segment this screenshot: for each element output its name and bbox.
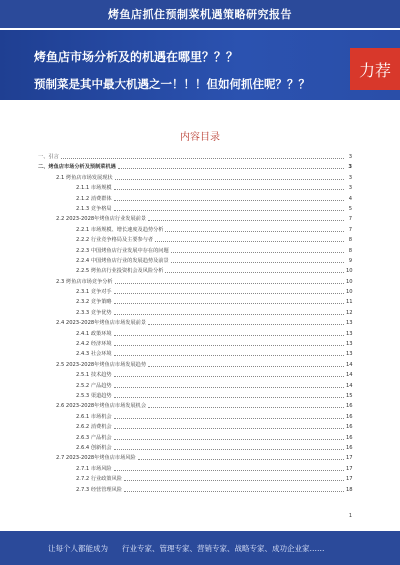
- toc-entry[interactable]: [38, 308, 352, 318]
- toc-entry-title: 一、引言: [38, 154, 59, 160]
- page-number: 1: [348, 513, 352, 519]
- toc-entry-title: 2.2.5 烤鱼店行业投资机会及风险分析: [76, 268, 164, 275]
- toc-leader-dots: [61, 152, 344, 159]
- toc-entry-page: 14: [346, 361, 353, 368]
- toc-entry-page: 11: [346, 299, 353, 306]
- toc-leader-dots: [171, 246, 344, 253]
- toc-leader-dots: [114, 308, 344, 315]
- toc-entry-page: 16: [346, 434, 353, 441]
- toc-entry-title: 2.5.3 渠道趋势: [76, 392, 112, 399]
- toc-entry-page: 10: [346, 278, 353, 285]
- toc-entry-title: 2.3.2 竞争策略: [76, 299, 112, 306]
- toc-leader-dots: [118, 162, 344, 169]
- toc-entry-page: 17: [346, 476, 353, 483]
- toc-entry-title: 2.4.1 政策环境: [76, 330, 112, 337]
- toc-entry[interactable]: [38, 256, 352, 266]
- toc-entry[interactable]: [38, 360, 352, 370]
- toc-entry-page: 8: [348, 237, 352, 244]
- toc-entry[interactable]: [38, 391, 352, 401]
- toc-entry-page: 16: [346, 444, 353, 451]
- toc-entry-title: 2.1.3 竞争格局: [76, 205, 112, 212]
- toc-entry-page: 14: [346, 382, 353, 389]
- toc-leader-dots: [114, 339, 344, 346]
- toc-entry-title: 2.2.3 中国烤鱼店行业发展中存在的问题: [76, 247, 169, 254]
- toc-entry-title: 2.5.2 产品趋势: [76, 382, 112, 389]
- toc-leader-dots: [138, 453, 344, 460]
- toc-entry[interactable]: [38, 183, 352, 193]
- toc-entry-page: 13: [346, 330, 353, 337]
- toc-leader-dots: [114, 287, 344, 294]
- toc-entry[interactable]: [38, 464, 352, 474]
- toc-entry-title: 2.2.4 中国烤鱼店行业的发展趋势及前景: [76, 257, 169, 264]
- toc-entry-title: 2.2 2023-2028年烤鱼店行业发展前景: [56, 216, 147, 223]
- toc-entry[interactable]: [38, 349, 352, 359]
- toc-entry-title: 2.6.4 创新机会: [76, 444, 112, 451]
- toc-entry[interactable]: [38, 287, 352, 297]
- toc-leader-dots: [124, 474, 344, 481]
- banner-headline: 烤鱼店市场分析及的机遇在哪里？？？: [34, 50, 239, 64]
- report-title: 烤鱼店抓住预制菜机遇策略研究报告: [108, 8, 292, 21]
- toc-leader-dots: [148, 214, 344, 221]
- toc-entry-title: 2.5 2023-2028年烤鱼店市场发展趋势: [56, 361, 147, 368]
- toc-entry[interactable]: [38, 474, 352, 484]
- toc-entry-page: 10: [346, 268, 353, 275]
- toc-entry-page: 13: [346, 320, 353, 327]
- toc-entry-title: 2.2.2 行业竞争格局及主要参与者: [76, 237, 154, 244]
- toc-entry-title: 2.7 2023-2028年烤鱼店市场风险: [56, 455, 136, 462]
- toc-leader-dots: [115, 277, 344, 284]
- toc-entry[interactable]: [38, 412, 352, 422]
- toc-entry-page: 13: [346, 341, 353, 348]
- toc-entry-title: 2.6 2023-2028年烤鱼店市场发展机会: [56, 403, 147, 410]
- toc-leader-dots: [114, 422, 344, 429]
- toc-entry[interactable]: [38, 485, 352, 495]
- toc-entry[interactable]: [38, 401, 352, 411]
- toc-entry[interactable]: [38, 277, 352, 287]
- toc-leader-dots: [114, 297, 344, 304]
- toc-leader-dots: [114, 412, 344, 419]
- toc-entry[interactable]: [38, 297, 352, 307]
- toc-entry[interactable]: [38, 235, 352, 245]
- seal-text: 力荐: [358, 60, 391, 80]
- toc-leader-dots: [148, 318, 344, 325]
- toc-entry[interactable]: [38, 152, 352, 162]
- toc-entry-page: 18: [346, 486, 353, 493]
- toc-entry-page: 8: [348, 247, 352, 254]
- toc-entry[interactable]: [38, 443, 352, 453]
- toc-entry-page: 14: [346, 372, 353, 379]
- toc-leader-dots: [114, 349, 344, 356]
- toc-entry-title: 2.7.3 经营管理风险: [76, 486, 122, 493]
- footer-slogan-left: 让每个人都能成为: [48, 543, 108, 553]
- toc-entry-page: 4: [348, 195, 352, 202]
- toc-entry-page: 13: [346, 351, 353, 358]
- toc-entry-title: 2.1 烤鱼店市场发展现状: [56, 174, 113, 181]
- footer-slogan-right: 行业专家、管理专家、营销专家、战略专家、成功企业家……: [122, 543, 325, 553]
- toc-entry-title: 2.3.3 竞争优势: [76, 309, 112, 316]
- toc-entry-title: 2.2.1 市场规模、增长速度及趋势分析: [76, 226, 164, 233]
- toc-entry-page: 5: [348, 205, 352, 212]
- toc-entry[interactable]: [38, 162, 352, 172]
- banner-subheadline: 预制菜是其中最大机遇之一！！！但如何抓住呢？？？: [34, 77, 310, 91]
- toc-entry[interactable]: [38, 173, 352, 183]
- toc-leader-dots: [114, 464, 344, 471]
- toc-entry[interactable]: [38, 433, 352, 443]
- toc-entry-title: 2.6.1 市场机会: [76, 413, 112, 420]
- table-of-contents: [38, 152, 352, 495]
- toc-leader-dots: [114, 391, 344, 398]
- toc-entry[interactable]: [38, 339, 352, 349]
- toc-entry-title: 2.3.1 竞争对手: [76, 289, 112, 296]
- toc-entry[interactable]: [38, 246, 352, 256]
- toc-leader-dots: [114, 443, 344, 450]
- toc-entry-page: 10: [346, 289, 353, 296]
- toc-leader-dots: [115, 173, 344, 180]
- toc-entry-title: 2.5.1 技术趋势: [76, 372, 112, 379]
- toc-leader-dots: [114, 381, 344, 388]
- toc-entry-title: 2.4.3 社会环境: [76, 351, 112, 358]
- toc-entry-page: 16: [346, 413, 353, 420]
- toc-entry-page: 16: [346, 403, 353, 410]
- toc-leader-dots: [165, 225, 344, 232]
- toc-leader-dots: [114, 370, 344, 377]
- toc-leader-dots: [114, 433, 344, 440]
- toc-entry-title: 二、烤鱼店市场分析及预制菜机遇: [38, 164, 116, 171]
- toc-entry-page: 12: [346, 309, 353, 316]
- toc-leader-dots: [114, 183, 344, 190]
- toc-entry-title: 2.7.2 行业政策风险: [76, 476, 122, 483]
- toc-entry-title: 2.1.1 市场规模: [76, 185, 112, 192]
- toc-entry-page: 17: [346, 455, 353, 462]
- banner: [0, 30, 400, 100]
- toc-leader-dots: [124, 485, 344, 492]
- toc-entry[interactable]: [38, 266, 352, 276]
- toc-entry-page: 3: [348, 154, 352, 160]
- toc-leader-dots: [171, 256, 344, 263]
- toc-entry[interactable]: [38, 422, 352, 432]
- toc-entry-title: 2.6.3 产品机会: [76, 434, 112, 441]
- toc-entry-page: 9: [348, 257, 352, 264]
- toc-entry[interactable]: [38, 225, 352, 235]
- toc-entry-title: 2.6.2 消费机会: [76, 424, 112, 431]
- toc-entry-page: 7: [348, 226, 352, 233]
- toc-entry[interactable]: [38, 318, 352, 328]
- toc-leader-dots: [148, 360, 344, 367]
- toc-entry[interactable]: [38, 194, 352, 204]
- toc-entry-title: 2.1.2 消费群体: [76, 195, 112, 202]
- toc-entry-page: 17: [346, 465, 353, 472]
- toc-entry-page: 16: [346, 424, 353, 431]
- toc-leader-dots: [165, 266, 344, 273]
- toc-leader-dots: [114, 329, 344, 336]
- toc-leader-dots: [114, 194, 344, 201]
- toc-entry-title: 2.4 2023-2028年烤鱼店市场发展前景: [56, 320, 147, 327]
- toc-entry[interactable]: [38, 329, 352, 339]
- toc-title: 内容目录: [180, 132, 220, 143]
- toc-entry[interactable]: [38, 204, 352, 214]
- toc-entry-title: 2.3 烤鱼店市场竞争分析: [56, 278, 113, 285]
- toc-entry[interactable]: [38, 370, 352, 380]
- toc-entry-page: 7: [348, 216, 352, 223]
- recommend-seal: [350, 48, 400, 90]
- toc-entry[interactable]: [38, 453, 352, 463]
- toc-entry-title: 2.4.2 经济环境: [76, 341, 112, 348]
- toc-entry-page: 3: [348, 185, 352, 192]
- footer-bar: [0, 531, 400, 565]
- toc-entry-title: 2.7.1 市场风险: [76, 465, 112, 472]
- toc-entry[interactable]: [38, 214, 352, 224]
- toc-entry[interactable]: [38, 381, 352, 391]
- toc-entry-page: 3: [348, 174, 352, 181]
- toc-entry-page: 15: [346, 392, 353, 399]
- toc-leader-dots: [114, 204, 344, 211]
- toc-leader-dots: [148, 401, 344, 408]
- toc-entry-page: 3: [348, 164, 352, 171]
- toc-leader-dots: [155, 235, 344, 242]
- report-header-bar: [0, 0, 400, 28]
